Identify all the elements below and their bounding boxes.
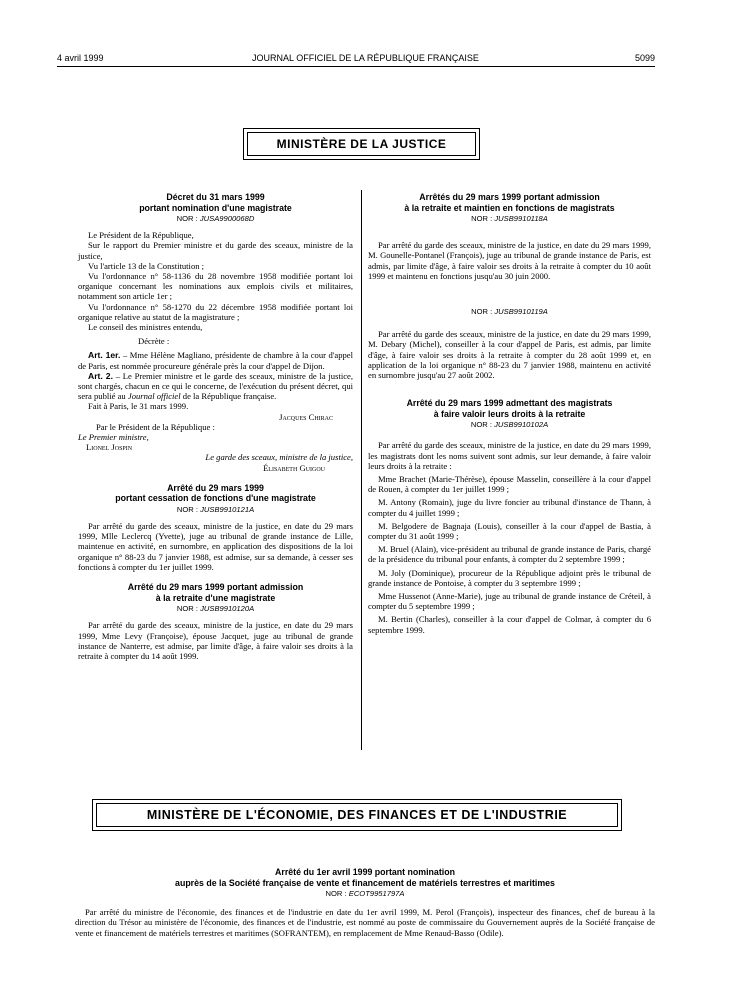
premier-ministre-name: Lionel Jospin: [86, 442, 133, 453]
decret-p3: Vu l'article 13 de la Constitution ;: [88, 260, 205, 271]
ministry-economie-title: MINISTÈRE DE L'ÉCONOMIE, DES FINANCES ET DE L'INDUSTRIE: [96, 803, 618, 827]
economie-title-2: auprès de la Société française de vente et financement de matériels terrestres et maritimes: [175, 877, 555, 888]
header-page-number: 5099: [634, 53, 655, 63]
arrete2-title-1: Arrêté du 29 mars 1999 portant admission: [127, 582, 304, 593]
par-le-president: Par le Président de la République :: [96, 421, 215, 432]
list-item: Mme Brachet (Marie-Thérèse), épouse Masselin, conseillère à la cour d'appel de Rouen, à compter du 1er juillet 1999 ;: [368, 474, 651, 495]
decret-p1: Le Président de la République,: [88, 230, 194, 241]
decret-p5: Vu l'ordonnance n° 58-1270 du 22 décembre 1958 modifiée portant loi organique relative au statut de la magistrature ;: [78, 301, 353, 322]
left-column: [78, 192, 353, 661]
arrete3-text: Par arrêté du garde des sceaux, ministre de la justice, en date du 29 mars 1999, M. Gounelle-Pontanel (François), juge au tribunal de grande instance de Paris, est admis, par limite d'âge, à faire valoir ses droits à la retraite à compter du 10 août 1999 et maintenu en fonctions jusqu'au 30 juin 2000.: [368, 240, 651, 281]
arrete3-nor: NOR : JUSB9910118A: [471, 214, 548, 223]
header-rule: [57, 66, 655, 67]
decret-art1: Art. 1er. – Mme Hélène Magliano, présidente de chambre à la cour d'appel de Paris, est nommée procureure générale près la cour d'appel de Dijon.: [78, 350, 353, 371]
garde-des-sceaux-name: Élisabeth Guigou: [263, 462, 325, 473]
arrete4-title-1: Arrêté du 29 mars 1999 admettant des magistrats: [406, 398, 613, 409]
arrete1-title-1: Arrêté du 29 mars 1999: [167, 482, 264, 493]
decret-fait: Fait à Paris, le 31 mars 1999.: [88, 401, 189, 412]
list-item: M. Belgodere de Bagnaja (Louis), conseiller à la cour d'appel de Bastia, à compter du 31 août 1999 ;: [368, 520, 651, 542]
arrete2-title-2: à la retraite d'une magistrate: [155, 592, 276, 603]
arrete1-nor: NOR : JUSB9910121A: [176, 504, 255, 514]
arrete4-title-2: à faire valoir leurs droits à la retraite: [433, 408, 586, 419]
column-divider: [361, 190, 362, 750]
ministry-justice-box: [243, 128, 480, 160]
decret-nor: NOR : JUSA9900068D: [176, 214, 255, 223]
list-item: M. Antony (Romain), juge du livre foncier au tribunal d'instance de Thann, à compter du 4 juillet 1999 ;: [368, 497, 651, 518]
list-item: M. Bruel (Alain), vice-président au tribunal de grande instance de Paris, chargé de la présidence du tribunal pour enfants, à compter du 2 septembre 1999 ;: [368, 544, 651, 565]
garde-des-sceaux-title: Le garde des sceaux, ministre de la justice,: [205, 452, 353, 463]
list-item: M. Bertin (Charles), conseiller à la cour d'appel de Colmar, à compter du 6 septembre 1999.: [368, 614, 651, 635]
decret-p6: Le conseil des ministres entendu,: [88, 322, 203, 333]
decret-decrete: Décrète :: [138, 336, 170, 347]
economie-section: [75, 867, 655, 938]
arrete4-nor: NOR : JUSB9910102A: [470, 420, 549, 430]
decret-p4: Vu l'ordonnance n° 58-1136 du 28 novembre 1958 modifiée portant loi organique concernant les nominations aux emplois civils et militaires, notamment son article 1er ;: [78, 271, 353, 302]
arrete2-nor: NOR : JUSB9910120A: [176, 604, 255, 614]
arrete1-title-2: portant cessation de fonctions d'une magistrate: [115, 493, 316, 504]
ministry-economie-box: [92, 799, 622, 831]
economie-nor: NOR : ECOT9951797A: [325, 889, 405, 898]
arrete2-text: Par arrêté du garde des sceaux, ministre de la justice, en date du 29 mars 1999, Mme Levy (Françoise), épouse Jacquet, juge au tribunal de grande instance de Nanterre, est admise, par limite d'âge, à faire valoir ses droits à la retraite à compter du 14 août 1999.: [78, 620, 353, 661]
economie-title-1: Arrêté du 1er avril 1999 portant nomination: [275, 867, 455, 877]
list-item: M. Joly (Dominique), procureur de la République adjoint près le tribunal de grande instance de Pontoise, à compter du 3 septembre 1999 ;: [368, 567, 651, 588]
arrete4-intro: Par arrêté du garde des sceaux, ministre de la justice, en date du 29 mars 1999, les magistrats dont les noms suivent sont admis, sur leur demande, à faire valoir leurs droits à la retraite :: [368, 440, 651, 471]
arrete1-text: Par arrêté du garde des sceaux, ministre de la justice, en date du 29 mars 1999, Mlle Leclercq (Yvette), juge au tribunal de grande instance de Lille, maintenue en activité, en surnombre, en application des dispositions de la loi organique n° 88-23 du 7 janvier 1988, est admise, sur sa demande, à cesser ses fonctions à compter du 1er juillet 1999.: [78, 521, 353, 572]
header-date: 4 avril 1999: [57, 53, 104, 63]
ministry-justice-title: MINISTÈRE DE LA JUSTICE: [247, 132, 476, 156]
right-column: [368, 192, 651, 635]
decret-p2: Sur le rapport du Premier ministre et du garde des sceaux, ministre de la justice,: [78, 240, 353, 261]
header-journal: JOURNAL OFFICIEL DE LA RÉPUBLIQUE FRANÇAISE: [252, 53, 479, 63]
decret-title-2: portant nomination d'une magistrate: [139, 202, 292, 213]
arrete3-title-2: à la retraite et maintien en fonctions de magistrats: [404, 202, 615, 213]
arrete3-title-1: Arrêtés du 29 mars 1999 portant admission: [419, 192, 600, 202]
arrete3-text-2: Par arrêté du garde des sceaux, ministre de la justice, en date du 29 mars 1999, M. Debary (Michel), conseiller à la cour d'appel de Paris, est admis, par limite d'âge, à faire valoir ses droits à la retraite à compter du 28 août 1999 et, en application de la loi organique n° 88-23 du 7 janvier 1988, maintenu en activité en surnombre jusqu'au 27 août 2002.: [368, 329, 651, 381]
decret-art2: Art. 2. – Le Premier ministre et le garde des sceaux, ministre de la justice, sont chargés, chacun en ce qui le concerne, de l'exécution du présent décret, qui sera publié au Journal officiel de la République française.: [78, 370, 353, 402]
list-item: Mme Hussenot (Anne-Marie), juge au tribunal de grande instance de Créteil, à compter du 5 septembre 1999 ;: [368, 591, 651, 612]
decret-title-1: Décret du 31 mars 1999: [166, 192, 265, 202]
arrete3-nor-2: NOR : JUSB9910119A: [471, 307, 548, 317]
signature-chirac: Jacques Chirac: [279, 411, 333, 422]
premier-ministre-title: Le Premier ministre,: [78, 432, 149, 443]
economie-text: Par arrêté du ministre de l'économie, des finances et de l'industrie en date du 1er avril 1999, M. Perol (François), inspecteur des finances, chef de bureau à la direction du Trésor au ministère de l'économie, des finances et de l'industrie, est nommé au poste de commissaire du Gouvernement auprès de la Société française de vente et financement de matériels terrestres et maritimes (SOFRANTEM), en remplacement de Mme Renaud-Basso (Odile).: [75, 907, 655, 938]
